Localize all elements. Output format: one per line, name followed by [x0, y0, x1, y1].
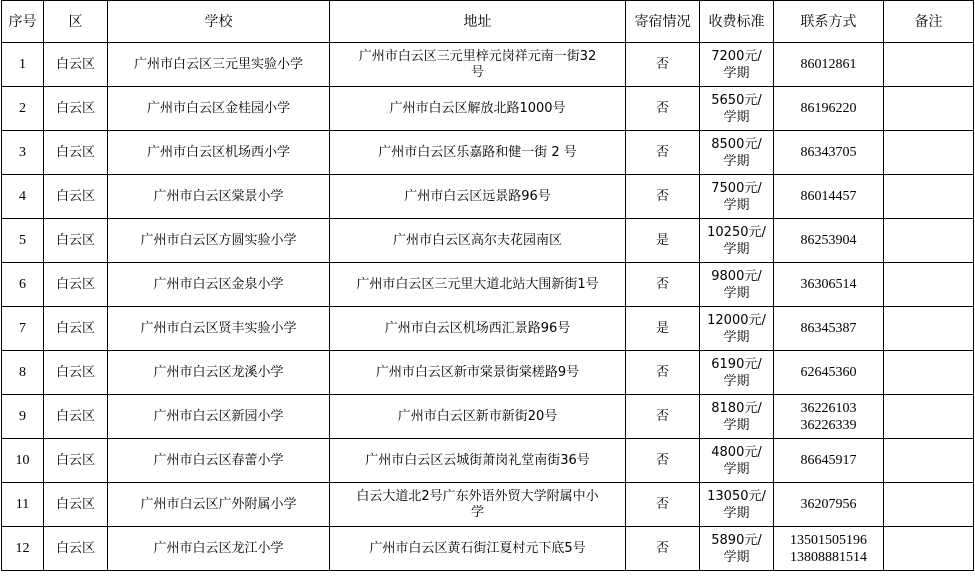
- phone-line: 36306514: [800, 277, 857, 292]
- cell-fee: [700, 219, 774, 263]
- cell-seq: 9: [2, 395, 44, 439]
- cell-seq: 4: [2, 175, 44, 219]
- header-contact: 联系方式: [774, 1, 884, 43]
- fee-line: 7500元/: [711, 180, 762, 196]
- table-row: [2, 219, 974, 263]
- fee-line: 学期: [723, 153, 750, 169]
- cell-district: 白云区: [44, 439, 108, 483]
- cell-note: [884, 219, 974, 263]
- cell-seq: 12: [2, 527, 44, 571]
- cell-school: 广州市白云区龙溪小学: [108, 351, 330, 395]
- table-row: [2, 351, 974, 395]
- fee-line: 13050元/: [707, 488, 766, 504]
- cell-boarding: 否: [626, 395, 700, 439]
- cell-boarding: 否: [626, 439, 700, 483]
- fee-line: 学期: [723, 285, 750, 301]
- cell-boarding: 否: [626, 483, 700, 527]
- cell-seq: 6: [2, 263, 44, 307]
- fee-line: 10250元/: [707, 224, 766, 240]
- fee-line: 8180元/: [711, 400, 762, 416]
- phone-line: 86014457: [800, 189, 857, 204]
- cell-address: [330, 307, 626, 351]
- cell-contact: [774, 87, 884, 131]
- phone-line: 86196220: [800, 101, 857, 116]
- cell-seq: 2: [2, 87, 44, 131]
- cell-address: [330, 87, 626, 131]
- cell-contact: [774, 439, 884, 483]
- header-district: 区: [44, 1, 108, 43]
- schools-table: [1, 0, 974, 571]
- table-row: [2, 307, 974, 351]
- cell-address: [330, 527, 626, 571]
- table-row: [2, 175, 974, 219]
- address-line: 号: [470, 64, 484, 80]
- cell-school: 广州市白云区龙江小学: [108, 527, 330, 571]
- phone-line: 36226339: [800, 417, 857, 433]
- cell-district: 白云区: [44, 395, 108, 439]
- cell-district: 白云区: [44, 307, 108, 351]
- cell-fee: [700, 439, 774, 483]
- cell-note: [884, 87, 974, 131]
- header-address: 地址: [330, 1, 626, 43]
- cell-fee: [700, 175, 774, 219]
- cell-note: [884, 483, 974, 527]
- cell-fee: [700, 263, 774, 307]
- header-fee: 收费标准: [700, 1, 774, 43]
- phone-line: 62645360: [800, 365, 857, 380]
- cell-contact: [774, 263, 884, 307]
- cell-boarding: 否: [626, 43, 700, 87]
- fee-line: 6190元/: [711, 356, 762, 372]
- cell-school: 广州市白云区方圆实验小学: [108, 219, 330, 263]
- phone-line: 36207956: [800, 497, 857, 512]
- fee-line: 学期: [723, 329, 750, 345]
- cell-seq: 7: [2, 307, 44, 351]
- cell-school: 广州市白云区新园小学: [108, 395, 330, 439]
- phone-line: 86343705: [800, 145, 857, 160]
- fee-line: 12000元/: [707, 312, 766, 328]
- fee-line: 学期: [723, 417, 750, 433]
- cell-school: 广州市白云区广外附属小学: [108, 483, 330, 527]
- cell-district: 白云区: [44, 527, 108, 571]
- fee-line: 学期: [723, 109, 750, 125]
- cell-address: [330, 395, 626, 439]
- cell-boarding: 否: [626, 131, 700, 175]
- cell-district: 白云区: [44, 263, 108, 307]
- cell-fee: [700, 527, 774, 571]
- cell-district: 白云区: [44, 87, 108, 131]
- fee-line: 学期: [723, 197, 750, 213]
- phone-line: 13808881514: [790, 549, 867, 565]
- cell-address: [330, 175, 626, 219]
- fee-line: 9800元/: [711, 268, 762, 284]
- header-note: 备注: [884, 1, 974, 43]
- fee-line: 学期: [723, 549, 750, 565]
- cell-district: 白云区: [44, 351, 108, 395]
- cell-boarding: 否: [626, 263, 700, 307]
- cell-contact: [774, 219, 884, 263]
- table-row: [2, 395, 974, 439]
- cell-school: 广州市白云区贤丰实验小学: [108, 307, 330, 351]
- cell-boarding: 否: [626, 351, 700, 395]
- table-row: [2, 87, 974, 131]
- cell-district: 白云区: [44, 219, 108, 263]
- cell-seq: 3: [2, 131, 44, 175]
- table-row: [2, 43, 974, 87]
- cell-seq: 11: [2, 483, 44, 527]
- cell-address: [330, 219, 626, 263]
- header-seq: 序号: [2, 1, 44, 43]
- cell-district: 白云区: [44, 483, 108, 527]
- phone-line: 13501505196: [790, 532, 867, 548]
- cell-address: [330, 351, 626, 395]
- cell-note: [884, 43, 974, 87]
- fee-line: 学期: [723, 461, 750, 477]
- address-line: 白云大道北2号广东外语外贸大学附属中小: [356, 488, 599, 504]
- cell-address: [330, 43, 626, 87]
- header-boarding: 寄宿情况: [626, 1, 700, 43]
- cell-note: [884, 175, 974, 219]
- cell-address: [330, 263, 626, 307]
- cell-seq: 8: [2, 351, 44, 395]
- phone-line: 86645917: [800, 453, 857, 468]
- cell-note: [884, 527, 974, 571]
- address-line: 广州市白云区乐嘉路和健一街 2 号: [378, 144, 577, 160]
- cell-seq: 10: [2, 439, 44, 483]
- phone-line: 86012861: [800, 57, 857, 72]
- cell-fee: [700, 307, 774, 351]
- header-row: [2, 1, 974, 43]
- table-row: [2, 263, 974, 307]
- cell-fee: [700, 87, 774, 131]
- table-body: [2, 43, 974, 571]
- fee-line: 学期: [723, 373, 750, 389]
- fee-line: 学期: [723, 505, 750, 521]
- cell-school: 广州市白云区金泉小学: [108, 263, 330, 307]
- cell-contact: [774, 43, 884, 87]
- address-line: 广州市白云区三元里梓元岗祥元南一街32: [358, 48, 597, 64]
- cell-contact: [774, 351, 884, 395]
- address-line: 广州市白云区机场西汇景路96号: [384, 320, 571, 336]
- table-row: [2, 483, 974, 527]
- header-school: 学校: [108, 1, 330, 43]
- fee-line: 学期: [723, 241, 750, 257]
- address-line: 广州市白云区新市新街20号: [397, 408, 558, 424]
- address-line: 广州市白云区远景路96号: [404, 188, 551, 204]
- cell-fee: [700, 483, 774, 527]
- cell-fee: [700, 43, 774, 87]
- cell-address: [330, 131, 626, 175]
- cell-contact: [774, 307, 884, 351]
- fee-line: 学期: [723, 65, 750, 81]
- address-line: 广州市白云区云城街萧岗礼堂南街36号: [365, 452, 590, 468]
- cell-fee: [700, 395, 774, 439]
- cell-boarding: 否: [626, 175, 700, 219]
- cell-district: 白云区: [44, 43, 108, 87]
- fee-line: 7200元/: [711, 48, 762, 64]
- cell-school: 广州市白云区机场西小学: [108, 131, 330, 175]
- cell-district: 白云区: [44, 131, 108, 175]
- cell-note: [884, 263, 974, 307]
- cell-boarding: 是: [626, 219, 700, 263]
- phone-line: 86253904: [800, 233, 857, 248]
- cell-boarding: 否: [626, 87, 700, 131]
- address-line: 广州市白云区解放北路1000号: [389, 100, 566, 116]
- table-row: [2, 439, 974, 483]
- fee-line: 5650元/: [711, 92, 762, 108]
- cell-note: [884, 395, 974, 439]
- cell-contact: [774, 175, 884, 219]
- address-line: 广州市白云区三元里大道北站大围新街1号: [356, 276, 599, 292]
- cell-note: [884, 131, 974, 175]
- cell-seq: 5: [2, 219, 44, 263]
- cell-boarding: 否: [626, 527, 700, 571]
- phone-line: 86345387: [800, 321, 857, 336]
- address-line: 广州市白云区黄石街江夏村元下底5号: [369, 540, 586, 556]
- cell-school: 广州市白云区棠景小学: [108, 175, 330, 219]
- cell-contact: [774, 395, 884, 439]
- cell-contact: [774, 131, 884, 175]
- cell-seq: 1: [2, 43, 44, 87]
- cell-fee: [700, 131, 774, 175]
- cell-note: [884, 439, 974, 483]
- fee-line: 5890元/: [711, 532, 762, 548]
- cell-note: [884, 307, 974, 351]
- cell-note: [884, 351, 974, 395]
- phone-line: 36226103: [800, 400, 857, 416]
- fee-line: 8500元/: [711, 136, 762, 152]
- cell-address: [330, 439, 626, 483]
- fee-line: 4800元/: [711, 444, 762, 460]
- address-line: 广州市白云区高尔夫花园南区: [392, 232, 562, 248]
- cell-contact: [774, 483, 884, 527]
- cell-address: [330, 483, 626, 527]
- cell-contact: [774, 527, 884, 571]
- cell-school: 广州市白云区春蕾小学: [108, 439, 330, 483]
- cell-boarding: 是: [626, 307, 700, 351]
- cell-school: 广州市白云区金桂园小学: [108, 87, 330, 131]
- table-row: [2, 527, 974, 571]
- cell-fee: [700, 351, 774, 395]
- address-line: 学: [470, 504, 484, 520]
- cell-school: 广州市白云区三元里实验小学: [108, 43, 330, 87]
- table-row: [2, 131, 974, 175]
- cell-district: 白云区: [44, 175, 108, 219]
- address-line: 广州市白云区新市棠景街棠槎路9号: [375, 364, 580, 380]
